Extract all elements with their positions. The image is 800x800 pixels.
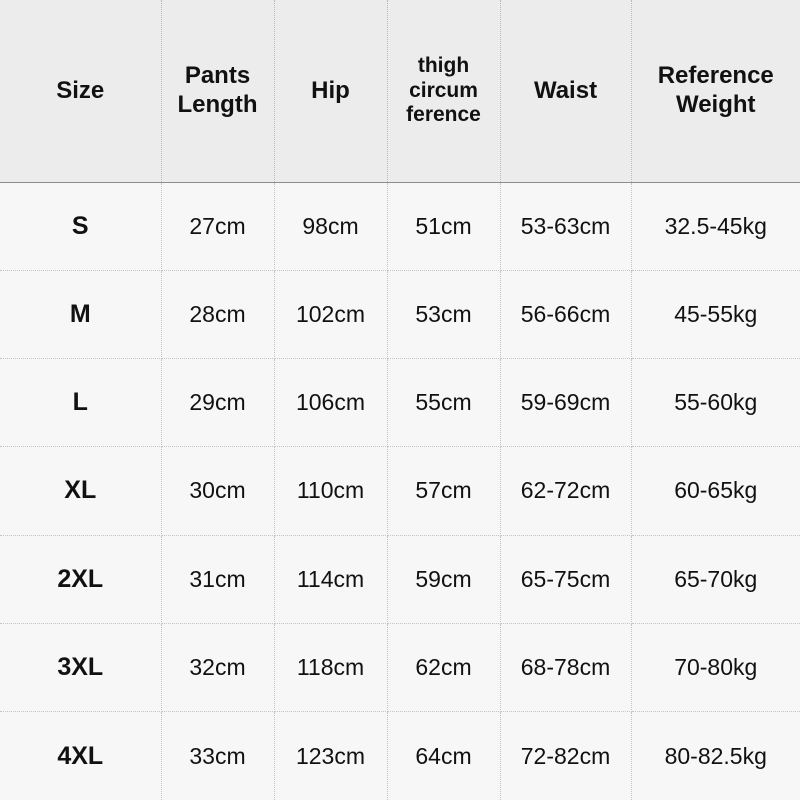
cell-pants-length: 28cm: [161, 270, 274, 358]
table-row: [0, 712, 800, 800]
cell-size: 3XL: [0, 623, 161, 711]
cell-waist: 68-78cm: [500, 623, 631, 711]
table-header: [0, 0, 800, 182]
column-header-reference-weight: [631, 0, 800, 182]
table-body: [0, 182, 800, 800]
table-row: [0, 359, 800, 447]
cell-thigh-circumference: 64cm: [387, 712, 500, 800]
cell-size: 4XL: [0, 712, 161, 800]
cell-reference-weight: 60-65kg: [631, 447, 800, 535]
column-header-line: Length: [177, 90, 258, 118]
column-header-thigh-circumference: [387, 0, 500, 182]
cell-hip: 123cm: [274, 712, 387, 800]
cell-pants-length: 32cm: [161, 623, 274, 711]
table-row: [0, 182, 800, 270]
table-header-row: [0, 0, 800, 182]
cell-thigh-circumference: 55cm: [387, 359, 500, 447]
cell-reference-weight: 65-70kg: [631, 535, 800, 623]
cell-size: XL: [0, 447, 161, 535]
column-header-hip: [274, 0, 387, 182]
cell-hip: 118cm: [274, 623, 387, 711]
cell-size: 2XL: [0, 535, 161, 623]
cell-pants-length: 27cm: [161, 182, 274, 270]
cell-waist: 65-75cm: [500, 535, 631, 623]
cell-hip: 106cm: [274, 359, 387, 447]
cell-waist: 59-69cm: [500, 359, 631, 447]
column-header-line: Hip: [311, 76, 350, 104]
column-header-line: Reference: [657, 62, 774, 90]
cell-pants-length: 30cm: [161, 447, 274, 535]
column-header-line: circum: [409, 78, 478, 102]
table-row: [0, 447, 800, 535]
cell-waist: 72-82cm: [500, 712, 631, 800]
cell-pants-length: 33cm: [161, 712, 274, 800]
cell-waist: 62-72cm: [500, 447, 631, 535]
cell-reference-weight: 80-82.5kg: [631, 712, 800, 800]
table-row: [0, 535, 800, 623]
cell-hip: 98cm: [274, 182, 387, 270]
column-header-line: Weight: [675, 90, 756, 118]
cell-pants-length: 29cm: [161, 359, 274, 447]
column-header-size: [0, 0, 161, 182]
cell-hip: 114cm: [274, 535, 387, 623]
cell-waist: 53-63cm: [500, 182, 631, 270]
column-header-line: Size: [56, 76, 105, 104]
cell-hip: 110cm: [274, 447, 387, 535]
column-header-waist: [500, 0, 631, 182]
cell-size: L: [0, 359, 161, 447]
cell-waist: 56-66cm: [500, 270, 631, 358]
column-header-line: ference: [406, 102, 481, 126]
cell-reference-weight: 45-55kg: [631, 270, 800, 358]
cell-reference-weight: 32.5-45kg: [631, 182, 800, 270]
cell-size: M: [0, 270, 161, 358]
cell-pants-length: 31cm: [161, 535, 274, 623]
table-row: [0, 270, 800, 358]
cell-thigh-circumference: 59cm: [387, 535, 500, 623]
cell-thigh-circumference: 62cm: [387, 623, 500, 711]
cell-thigh-circumference: 51cm: [387, 182, 500, 270]
column-header-line: thigh: [417, 54, 470, 78]
column-header-line: Waist: [533, 76, 598, 104]
column-header-pants-length: [161, 0, 274, 182]
table-row: [0, 623, 800, 711]
cell-thigh-circumference: 53cm: [387, 270, 500, 358]
cell-hip: 102cm: [274, 270, 387, 358]
cell-thigh-circumference: 57cm: [387, 447, 500, 535]
cell-reference-weight: 55-60kg: [631, 359, 800, 447]
column-header-line: Pants: [184, 62, 251, 90]
cell-size: S: [0, 182, 161, 270]
cell-reference-weight: 70-80kg: [631, 623, 800, 711]
